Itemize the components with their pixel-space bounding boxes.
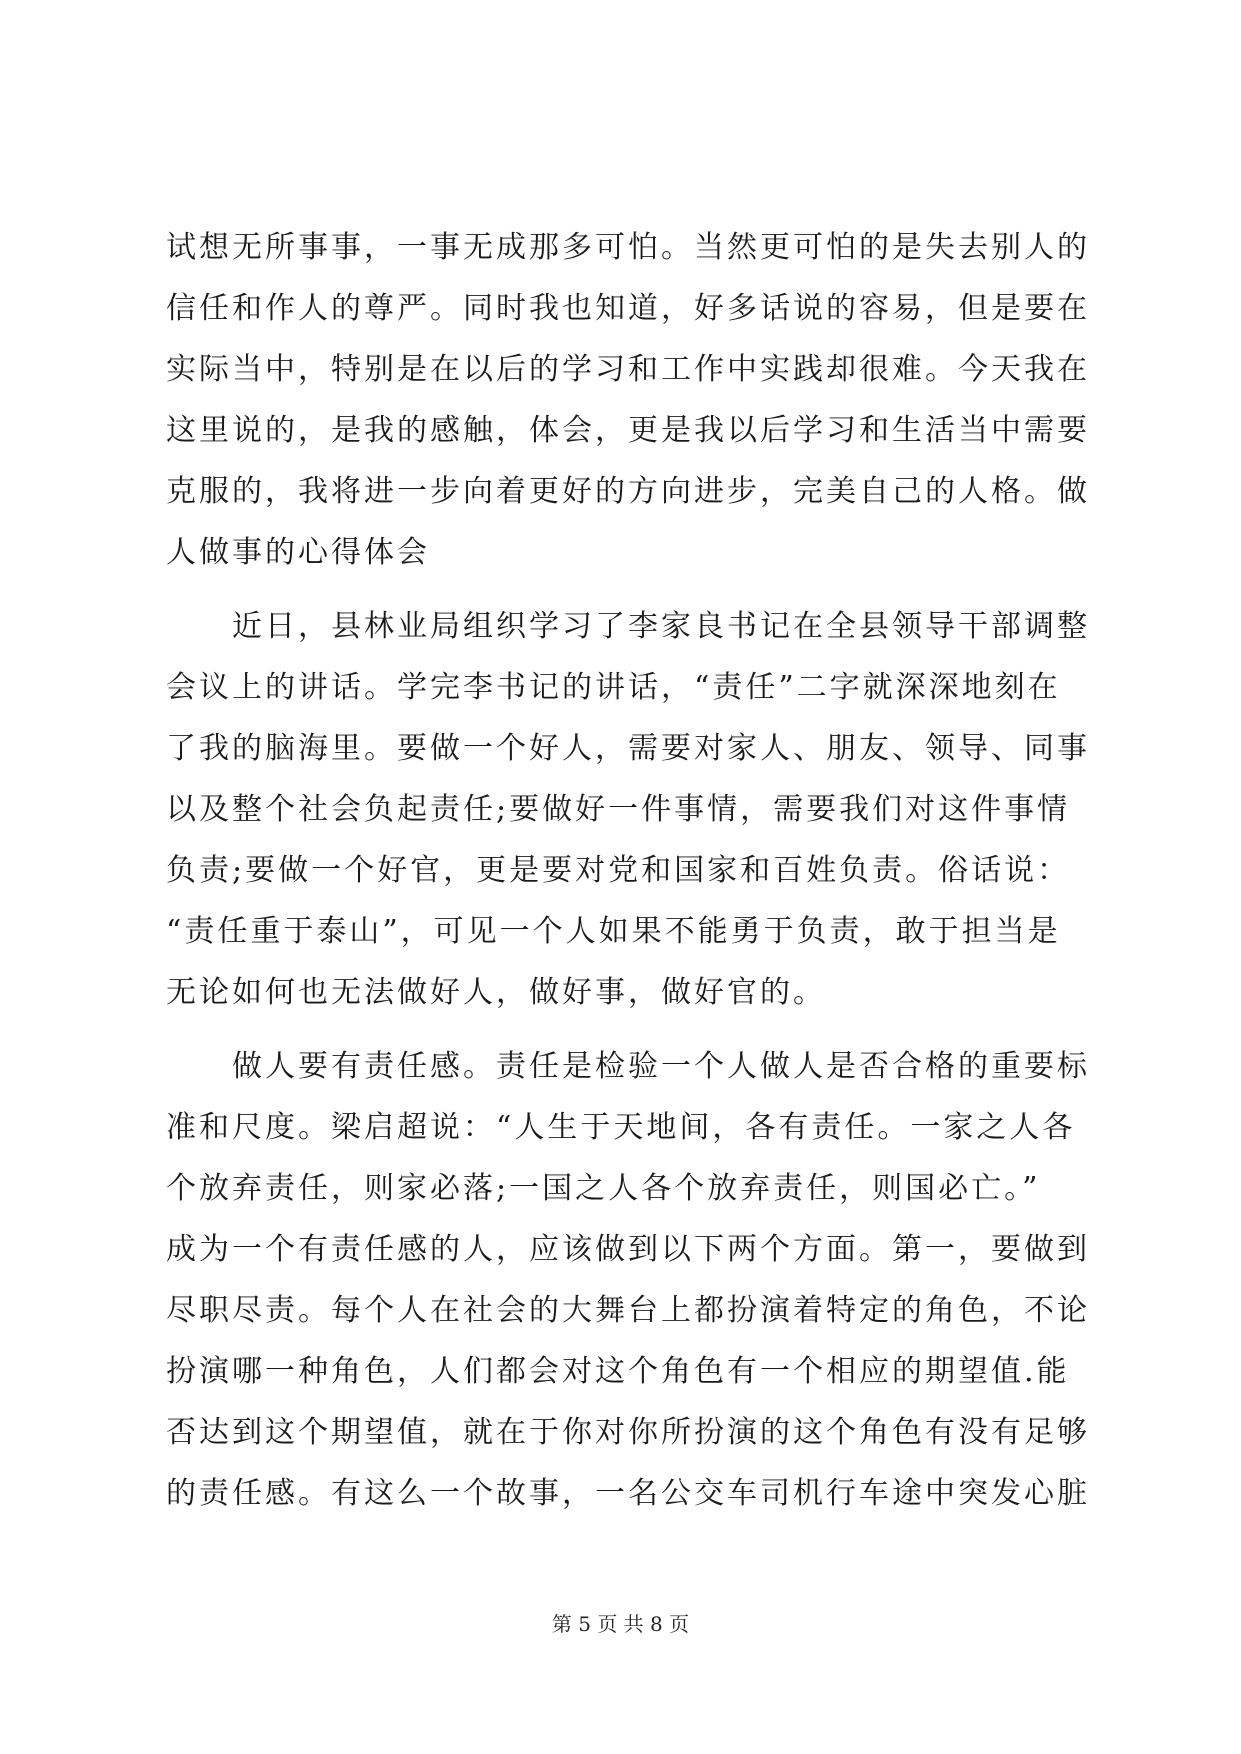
text-line: “责任重于泰山”，可见一个人如果不能勇于负责，敢于担当是: [166, 914, 1061, 949]
text-line: 尽职尽责。每个人在社会的大舞台上都扮演着特定的角色，不论: [166, 1293, 1090, 1328]
text-line: 否达到这个期望值，就在于你对你所扮演的这个角色有没有足够: [166, 1415, 1090, 1450]
text-line: 无论如何也无法做好人，做好事，做好官的。: [166, 975, 826, 1010]
text-line: 人做事的心得体会: [166, 535, 430, 570]
text-line: 实际当中，特别是在以后的学习和工作中实践却很难。今天我在: [166, 352, 1090, 387]
text-line: 个放弃责任，则家必落;一国之人各个放弃责任，则国必亡。”: [166, 1171, 1041, 1206]
page-footer: 第 5 页 共 8 页: [551, 1612, 690, 1636]
text-line: 试想无所事事，一事无成那多可怕。当然更可怕的是失去别人的: [166, 230, 1090, 265]
text-line: 以及整个社会负起责任;要做好一件事情，需要我们对这件事情: [166, 792, 1071, 827]
text-line: 克服的，我将进一步向着更好的方向进步，完美自己的人格。做: [166, 474, 1090, 509]
paragraph-first-line: 做人要有责任感。责任是检验一个人做人是否合格的重要标: [232, 1049, 1090, 1084]
text-line: 成为一个有责任感的人，应该做到以下两个方面。第一，要做到: [166, 1232, 1090, 1267]
text-line: 信任和作人的尊严。同时我也知道，好多话说的容易，但是要在: [166, 291, 1090, 326]
paragraph-first-line: 近日，县林业局组织学习了李家良书记在全县领导干部调整: [232, 609, 1090, 644]
text-line: 准和尺度。梁启超说：“人生于天地间，各有责任。一家之人各: [166, 1110, 1076, 1145]
text-line: 会议上的讲话。学完李书记的讲话，“责任”二字就深深地刻在: [166, 670, 1061, 705]
text-line: 的责任感。有这么一个故事，一名公交车司机行车途中突发心脏: [166, 1476, 1090, 1511]
text-line: 负责;要做一个好官，更是要对党和国家和百姓负责。俗话说：: [166, 853, 1071, 888]
text-line: 了我的脑海里。要做一个好人，需要对家人、朋友、领导、同事: [166, 731, 1090, 766]
text-line: 这里说的，是我的感触，体会，更是我以后学习和生活当中需要: [166, 413, 1090, 448]
text-line: 扮演哪一种角色，人们都会对这个角色有一个相应的期望值.能: [166, 1354, 1070, 1389]
